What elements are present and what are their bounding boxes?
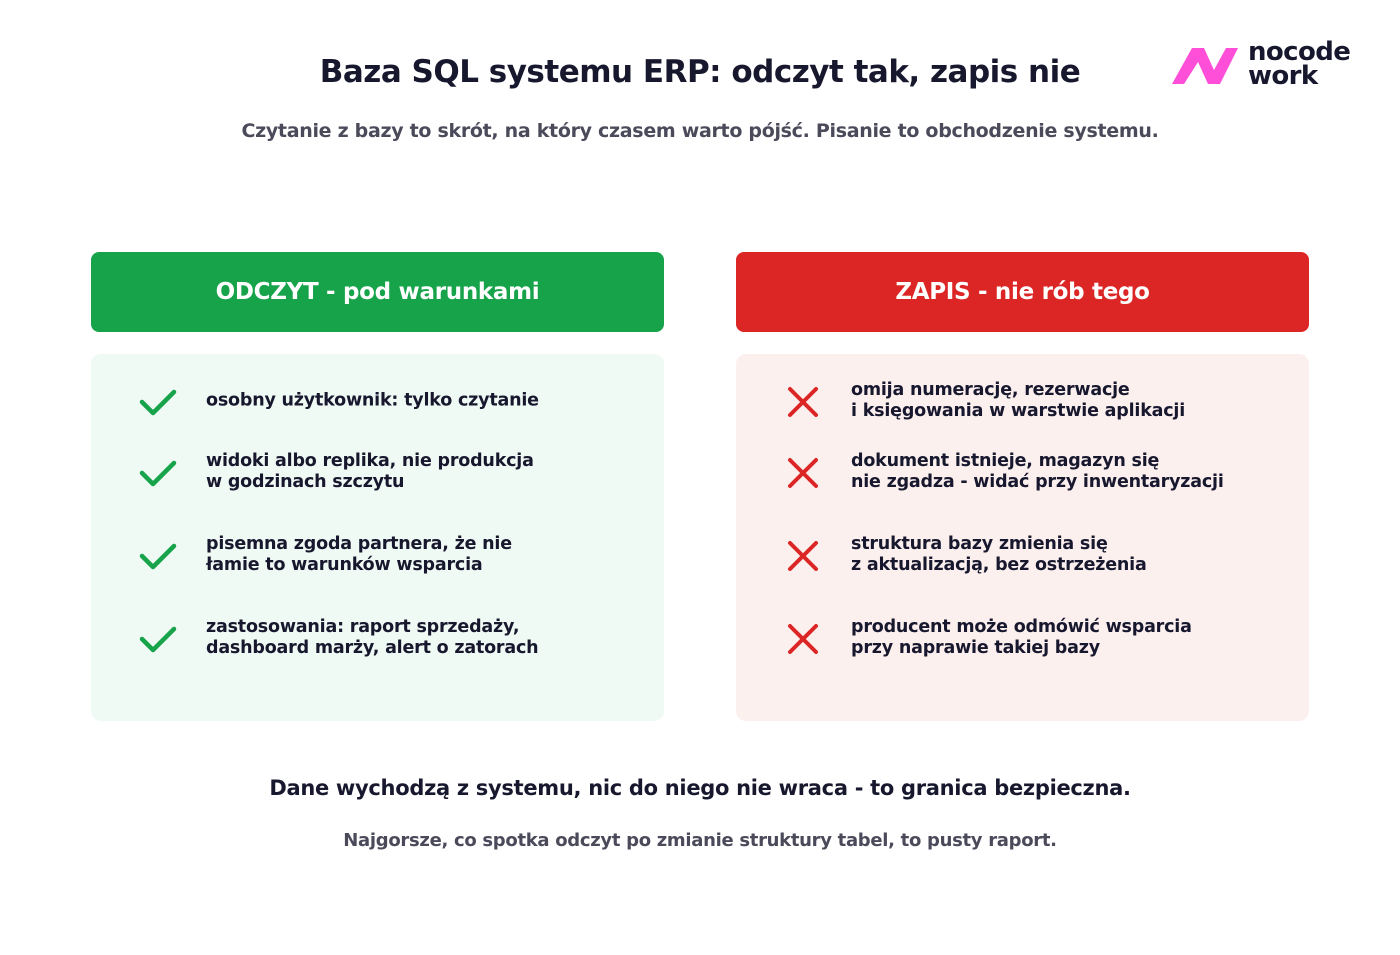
logo-mark-icon (1170, 44, 1242, 88)
cross-icon (784, 620, 822, 658)
footer-note: Najgorsze, co spotka odczyt po zmianie struktury tabel, to pusty raport. (343, 830, 1057, 851)
check-icon (139, 454, 177, 492)
write-item (736, 371, 1309, 431)
write-item (736, 442, 1309, 502)
read-panel (91, 354, 664, 721)
logo-text-line1: nocode (1248, 37, 1351, 67)
read-item (91, 525, 664, 585)
write-item-text: struktura bazy zmienia się z aktualizacją, bez ostrzeżenia (851, 534, 1147, 575)
nocode-work-logo (1170, 37, 1370, 92)
write-item (736, 525, 1309, 585)
page-title: Baza SQL systemu ERP: odczyt tak, zapis nie (319, 54, 1081, 90)
cross-icon (784, 454, 822, 492)
check-icon (139, 537, 177, 575)
write-column-header: ZAPIS - nie rób tego (736, 252, 1309, 332)
cross-icon (784, 383, 822, 421)
write-item-text: dokument istnieje, magazyn się nie zgadza - widać przy inwentaryzacji (851, 451, 1224, 492)
cross-icon (784, 537, 822, 575)
read-item (91, 371, 664, 431)
write-panel (736, 354, 1309, 721)
write-item (736, 608, 1309, 668)
write-item-text: producent może odmówić wsparcia przy naprawie takiej bazy (851, 617, 1192, 658)
read-item (91, 442, 664, 502)
read-item (91, 608, 664, 668)
read-item-text: zastosowania: raport sprzedaży, dashboard marży, alert o zatorach (206, 617, 539, 658)
check-icon (139, 383, 177, 421)
read-column-header: ODCZYT - pod warunkami (91, 252, 664, 332)
check-icon (139, 620, 177, 658)
read-item-text: osobny użytkownik: tylko czytanie (206, 390, 539, 411)
read-item-text: pisemna zgoda partnera, że nie łamie to warunków wsparcia (206, 534, 512, 575)
footer-statement: Dane wychodzą z systemu, nic do niego nie wraca - to granica bezpieczna. (269, 776, 1131, 800)
logo-text-line2: work (1248, 61, 1318, 91)
read-item-text: widoki albo replika, nie produkcja w godzinach szczytu (206, 451, 534, 492)
write-item-text: omija numerację, rezerwacje i księgowania w warstwie aplikacji (851, 380, 1186, 421)
page-subtitle: Czytanie z bazy to skrót, na który czasem warto pójść. Pisanie to obchodzenie systemu. (241, 120, 1159, 142)
logo-text (1248, 37, 1351, 91)
